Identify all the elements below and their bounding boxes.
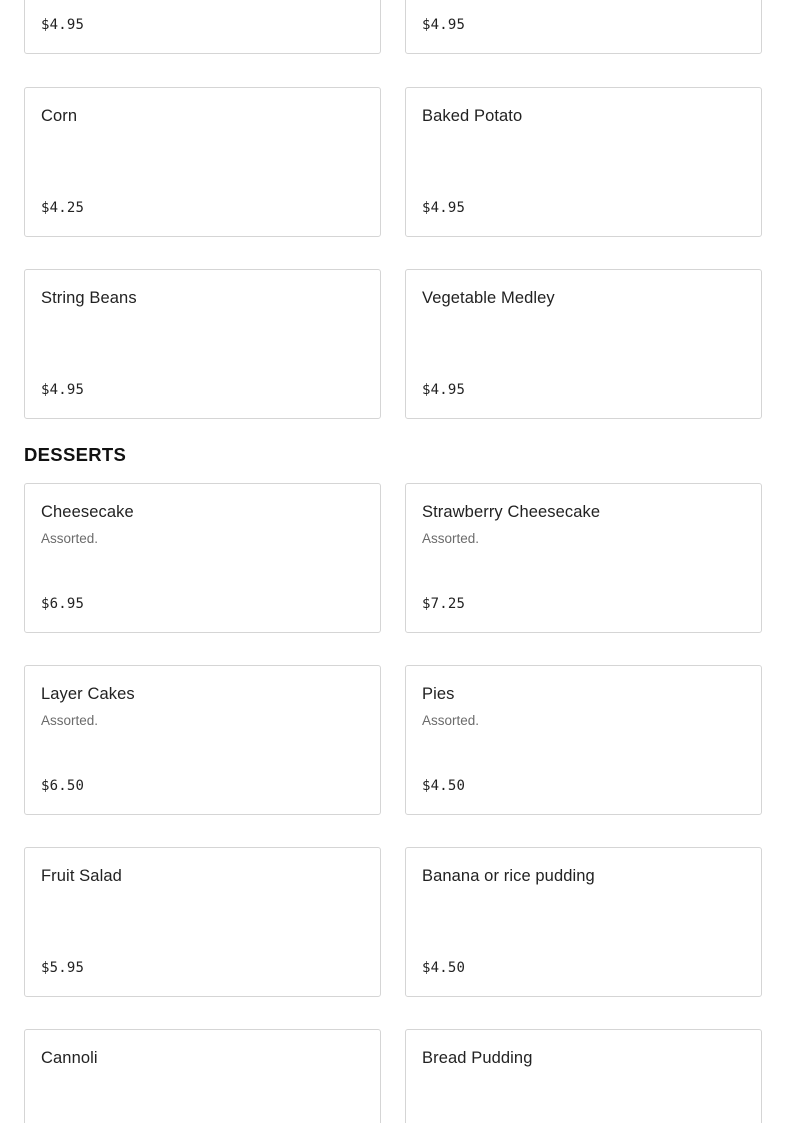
- menu-item-card[interactable]: [24, 665, 381, 815]
- item-name: Layer Cakes: [41, 685, 135, 703]
- section-heading-desserts: DESSERTS: [24, 444, 127, 465]
- item-price: $4.50: [422, 960, 466, 976]
- item-name: Strawberry Cheesecake: [422, 503, 601, 521]
- menu-item-card[interactable]: [405, 665, 762, 815]
- item-price: $4.95: [422, 382, 466, 398]
- menu-item-card[interactable]: [405, 1029, 762, 1123]
- item-description: Assorted.: [422, 713, 480, 728]
- item-description: Assorted.: [41, 713, 99, 728]
- item-price: $4.95: [41, 17, 85, 33]
- menu-item-card[interactable]: [24, 269, 381, 419]
- item-description: Assorted.: [422, 531, 480, 546]
- item-price: $5.95: [41, 960, 85, 976]
- item-price: $4.95: [422, 17, 466, 33]
- menu-item-card[interactable]: [405, 483, 762, 633]
- item-name: Banana or rice pudding: [422, 867, 595, 885]
- item-price: $4.50: [422, 778, 466, 794]
- item-name: Corn: [41, 107, 78, 125]
- menu-item-card[interactable]: [24, 847, 381, 997]
- item-price: $7.25: [422, 596, 466, 612]
- item-name: Cannoli: [41, 1049, 98, 1067]
- item-name: Cheesecake: [41, 503, 134, 521]
- menu-item-card[interactable]: [405, 847, 762, 997]
- item-name: Bread Pudding: [422, 1049, 533, 1067]
- menu-item-card[interactable]: [405, 0, 762, 54]
- item-price: $4.95: [422, 200, 466, 216]
- menu-item-card[interactable]: [24, 1029, 381, 1123]
- item-name: String Beans: [41, 289, 137, 307]
- menu-item-card[interactable]: [24, 0, 381, 54]
- menu-item-card[interactable]: [24, 87, 381, 237]
- menu-item-card[interactable]: [405, 87, 762, 237]
- item-name: Pies: [422, 685, 455, 703]
- item-name: Baked Potato: [422, 107, 523, 125]
- menu-item-card[interactable]: [24, 483, 381, 633]
- item-price: $4.95: [41, 382, 85, 398]
- menu-item-card[interactable]: [405, 269, 762, 419]
- item-price: $6.50: [41, 778, 85, 794]
- item-price: $6.95: [41, 596, 85, 612]
- item-description: Assorted.: [41, 531, 99, 546]
- item-name: Fruit Salad: [41, 867, 122, 885]
- item-name: Vegetable Medley: [422, 289, 555, 307]
- item-price: $4.25: [41, 200, 85, 216]
